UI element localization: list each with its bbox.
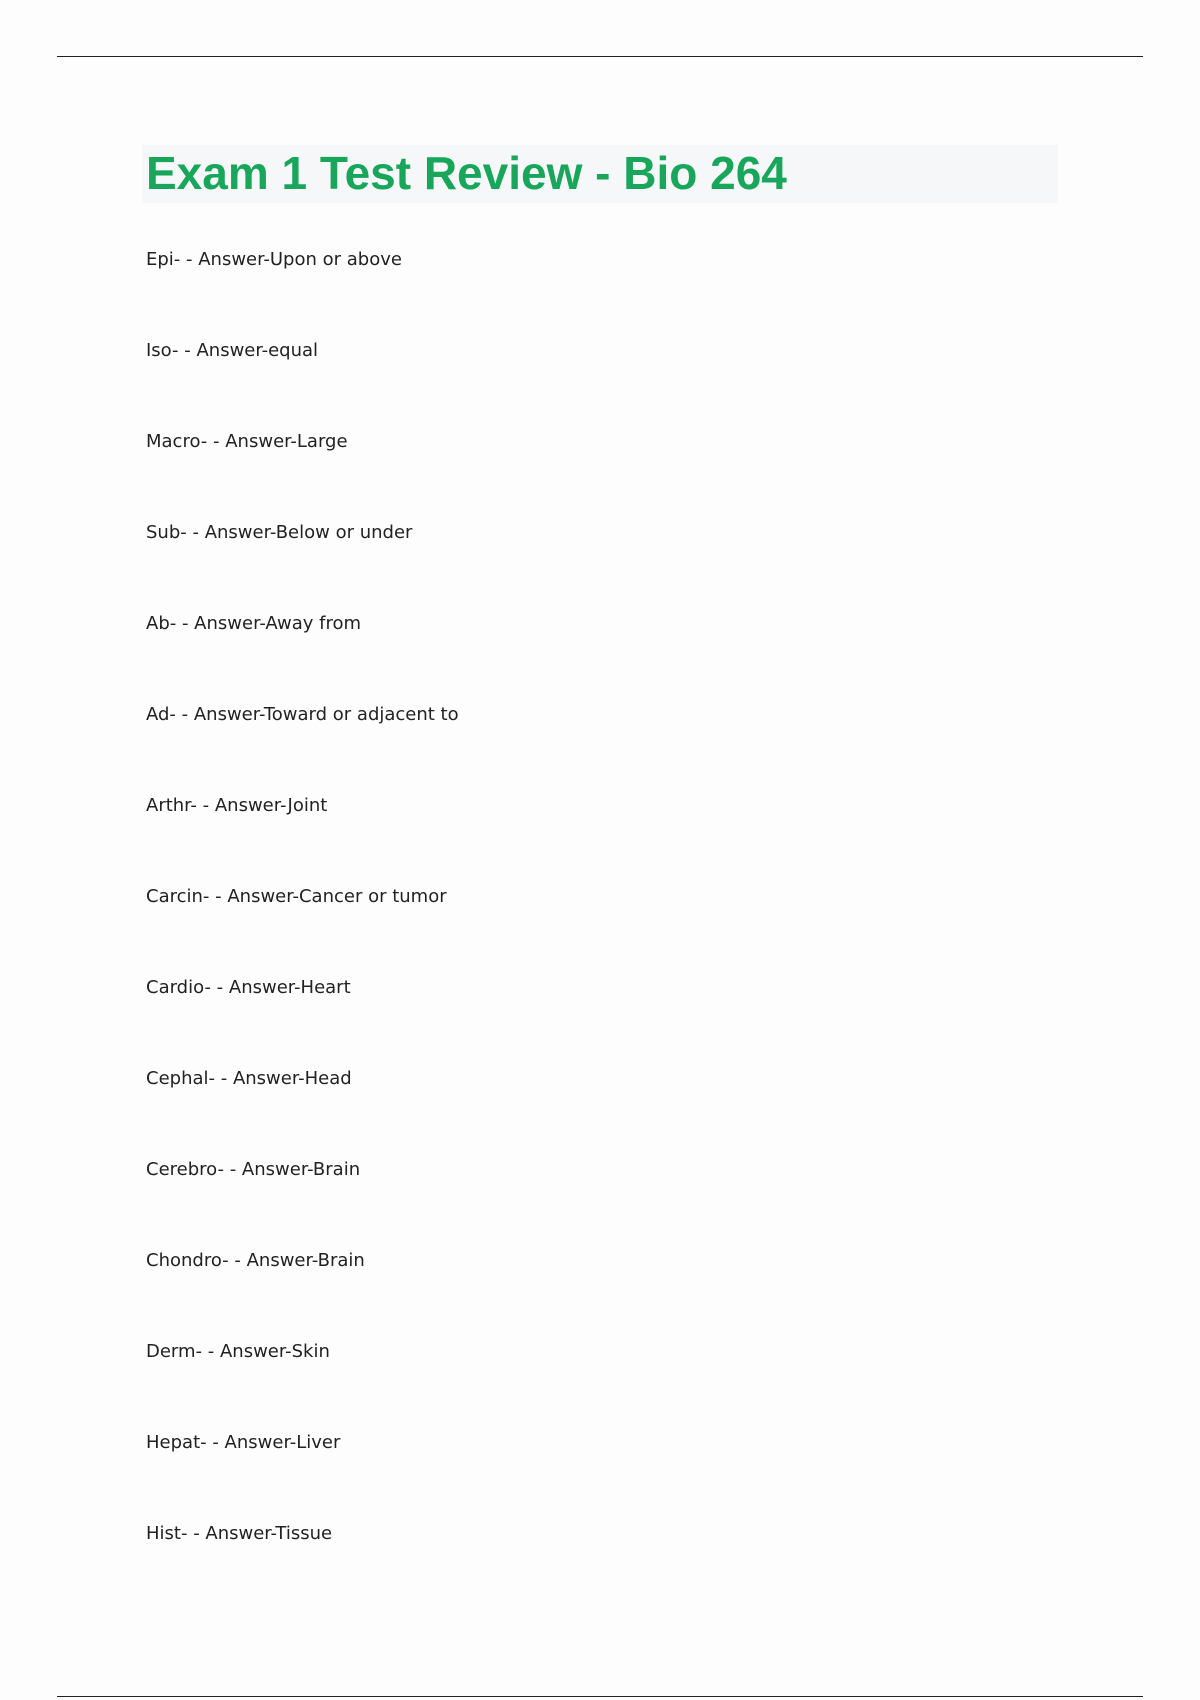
term-entry-hist: Hist- - Answer-Tissue bbox=[146, 1523, 333, 1544]
document-title: Exam 1 Test Review - Bio 264 bbox=[146, 147, 787, 199]
term-entry-macro: Macro- - Answer-Large bbox=[146, 431, 348, 452]
term-entry-ad: Ad- - Answer-Toward or adjacent to bbox=[146, 704, 459, 725]
header-rule bbox=[57, 56, 1143, 57]
term-entry-chondro: Chondro- - Answer-Brain bbox=[146, 1250, 365, 1271]
term-entry-cardio: Cardio- - Answer-Heart bbox=[146, 977, 351, 998]
term-entry-cerebro: Cerebro- - Answer-Brain bbox=[146, 1159, 361, 1180]
term-entry-hepat: Hepat- - Answer-Liver bbox=[146, 1432, 341, 1453]
term-entry-carcin: Carcin- - Answer-Cancer or tumor bbox=[146, 886, 447, 907]
term-entry-cephal: Cephal- - Answer-Head bbox=[146, 1068, 352, 1089]
term-entry-sub: Sub- - Answer-Below or under bbox=[146, 522, 413, 543]
term-entry-ab: Ab- - Answer-Away from bbox=[146, 613, 362, 634]
term-entry-iso: Iso- - Answer-equal bbox=[146, 340, 319, 361]
term-entry-epi: Epi- - Answer-Upon or above bbox=[146, 249, 402, 270]
term-list bbox=[146, 246, 459, 1611]
term-entry-arthr: Arthr- - Answer-Joint bbox=[146, 795, 328, 816]
footer-rule bbox=[57, 1696, 1143, 1697]
term-entry-derm: Derm- - Answer-Skin bbox=[146, 1341, 330, 1362]
